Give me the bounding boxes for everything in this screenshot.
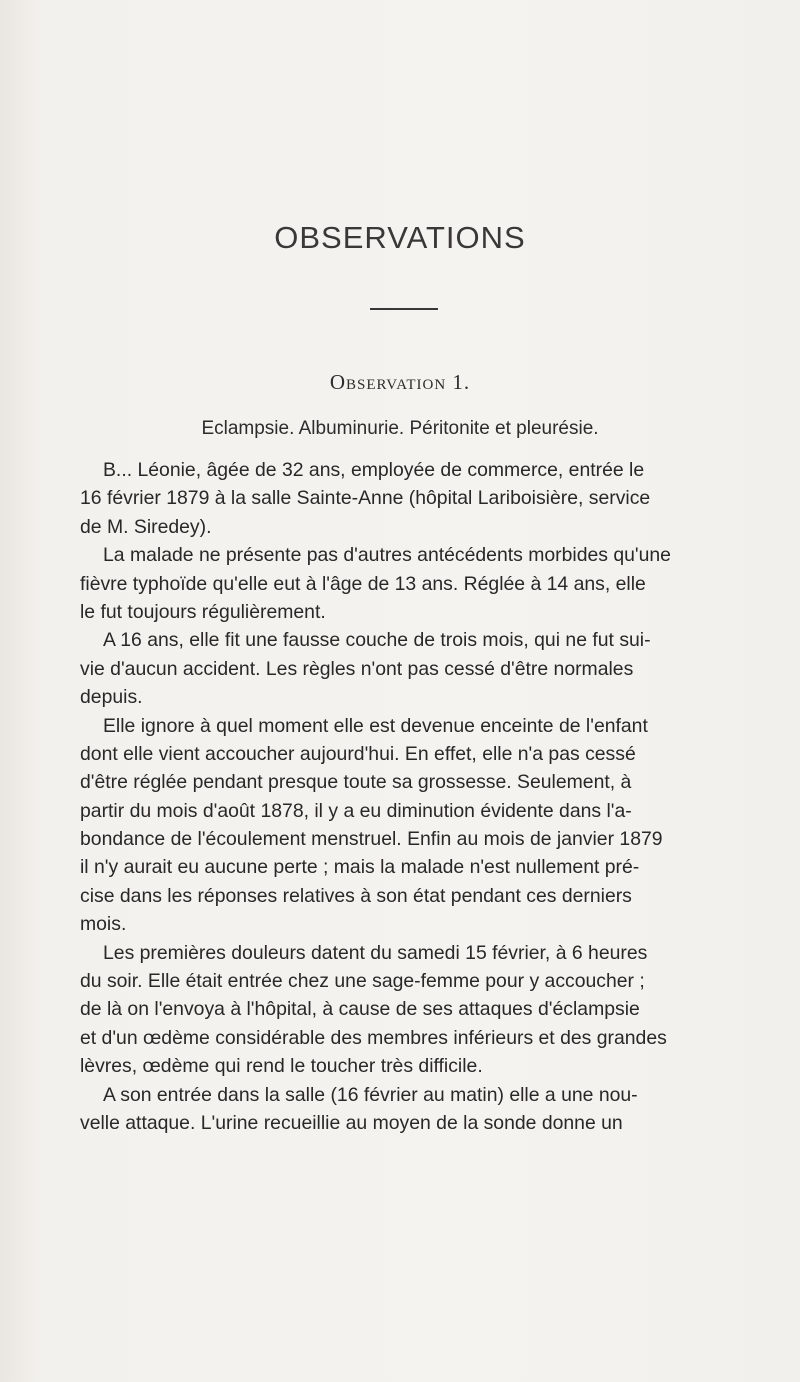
text-line: fièvre typhoïde qu'elle eut à l'âge de 13 ans. Réglée à 14 ans, elle xyxy=(80,572,646,595)
text-line: de M. Siredey). xyxy=(80,515,212,538)
text-line: A 16 ans, elle fit une fausse couche de trois mois, qui ne fut sui- xyxy=(103,629,651,652)
text-line: il n'y aurait eu aucune perte ; mais la malade n'est nullement pré- xyxy=(80,856,640,879)
observation-body xyxy=(80,456,800,1137)
text-line: mois. xyxy=(80,913,127,936)
text-line: velle attaque. L'urine recueillie au moyen de la sonde donne un xyxy=(80,1111,623,1134)
text-line: de là on l'envoya à l'hôpital, à cause de ses attaques d'éclampsie xyxy=(80,998,640,1021)
text-line: B... Léonie, âgée de 32 ans, employée de commerce, entrée le xyxy=(103,459,645,481)
text-line: La malade ne présente pas d'autres antécédents morbides qu'une xyxy=(103,544,671,567)
text-line: Elle ignore à quel moment elle est devenue enceinte de l'enfant xyxy=(103,714,648,737)
text-line: 16 février 1879 à la salle Sainte-Anne (hôpital Lariboisière, service xyxy=(80,487,651,510)
text-line: lèvres, œdème qui rend le toucher très difficile. xyxy=(80,1055,483,1078)
text-line: cise dans les réponses relatives à son état pendant ces derniers xyxy=(80,884,632,907)
text-line: dont elle vient accoucher aujourd'hui. En effet, elle n'a pas cessé xyxy=(80,742,636,765)
text-line: partir du mois d'août 1878, il y a eu diminution évidente dans l'a- xyxy=(80,799,632,822)
observation-subtitle: Eclampsie. Albuminurie. Péritonite et pleurésie. xyxy=(201,418,599,439)
text-line: A son entrée dans la salle (16 février au matin) elle a une nou- xyxy=(103,1083,638,1106)
text-line: du soir. Elle était entrée chez une sage-femme pour y accoucher ; xyxy=(80,970,645,993)
text-line: bondance de l'écoulement menstruel. Enfin au mois de janvier 1879 xyxy=(80,828,663,851)
text-line: et d'un œdème considérable des membres inférieurs et des grandes xyxy=(80,1026,667,1049)
heading-rule xyxy=(370,308,438,310)
observation-title: Observation 1. xyxy=(329,370,471,394)
text-line: d'être réglée pendant presque toute sa grossesse. Seulement, à xyxy=(80,771,632,794)
text-line: vie d'aucun accident. Les règles n'ont pas cessé d'être normales xyxy=(80,657,634,680)
chapter-heading: OBSERVATIONS xyxy=(274,220,526,255)
text-line: depuis. xyxy=(80,686,143,709)
text-line: le fut toujours régulièrement. xyxy=(80,600,326,623)
text-line: Les premières douleurs datent du samedi 15 février, à 6 heures xyxy=(103,941,648,964)
